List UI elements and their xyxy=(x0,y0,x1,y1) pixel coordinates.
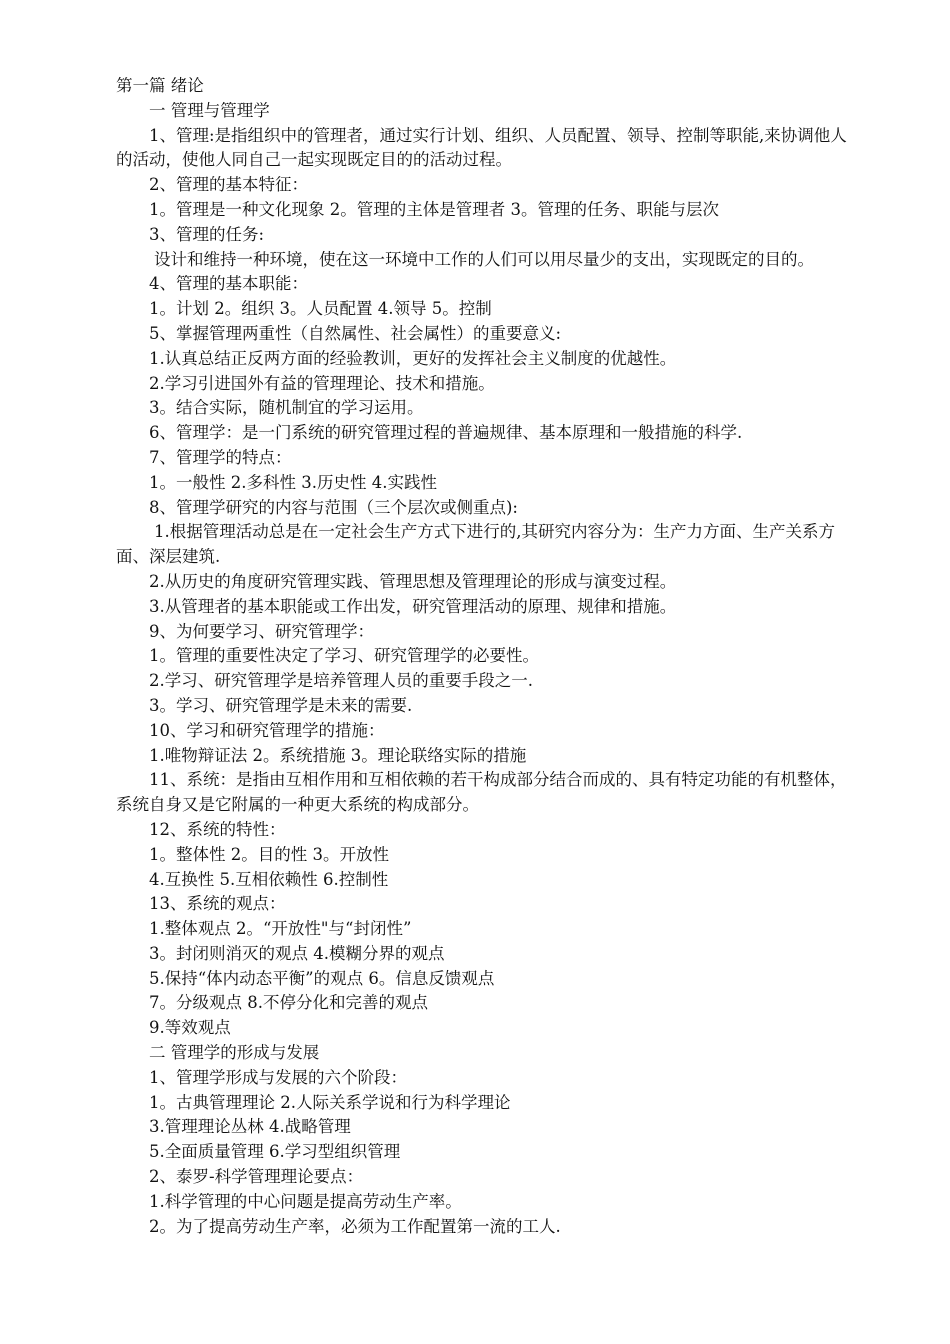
chapter-title: 第一篇 绪论 xyxy=(116,76,204,95)
paragraph: 2、泰罗-科学管理理论要点： xyxy=(149,1167,364,1187)
paragraph: 2、管理的基本特征： xyxy=(149,175,308,195)
paragraph: 1.科学管理的中心问题是提高劳动生产率。 xyxy=(149,1191,462,1211)
paragraph: 13、系统的观点： xyxy=(149,894,286,914)
paragraph: 2.学习引进国外有益的管理理论、技术和措施。 xyxy=(149,373,495,393)
paragraph: 1、管理学形成与发展的六个阶段： xyxy=(149,1067,407,1087)
paragraph: 9、为何要学习、研究管理学： xyxy=(149,621,374,641)
paragraph: 二 管理学的形成与发展 xyxy=(149,1043,320,1063)
paragraph: 1.唯物辩证法 2。系统措施 3。理论联络实际的措施 xyxy=(149,745,527,765)
paragraph: 1。计划 2。组织 3。人员配置 4.领导 5。控制 xyxy=(149,299,492,319)
paragraph: 2。为了提高劳动生产率，必须为工作配置第一流的工人. xyxy=(149,1216,561,1236)
paragraph: 7。分级观点 8.不停分化和完善的观点 xyxy=(149,993,428,1013)
paragraph: 5.全面质量管理 6.学习型组织管理 xyxy=(149,1142,401,1162)
paragraph: 3。学习、研究管理学是未来的需要. xyxy=(149,695,413,715)
document-page xyxy=(116,74,854,1239)
paragraph: 5.保持“体内动态平衡”的观点 6。信息反馈观点 xyxy=(149,968,495,988)
paragraph: 8、管理学研究的内容与范围（三个层次或侧重点): xyxy=(149,497,518,517)
paragraph: 1、管理:是指组织中的管理者，通过实行计划、组织、人员配置、领导、控制等职能,来协调他人的活动，使他人同自己一起实现既定目的的活动过程。 xyxy=(116,125,847,170)
paragraph: 1。整体性 2。目的性 3。开放性 xyxy=(149,844,389,864)
paragraph: 3。封闭则消灭的观点 4.模糊分界的观点 xyxy=(149,943,445,963)
paragraph: 2.学习、研究管理学是培养管理人员的重要手段之一. xyxy=(149,671,533,691)
paragraph: 10、学习和研究管理学的措施： xyxy=(149,720,385,740)
paragraph: 1。一般性 2.多科性 3.历史性 4.实践性 xyxy=(149,472,437,492)
paragraph: 3.从管理者的基本职能或工作出发，研究管理活动的原理、规律和措施。 xyxy=(149,596,677,616)
paragraph: 11、系统：是指由互相作用和互相依赖的若干构成部分结合而成的、具有特定功能的有机整体，系统自身又是它附属的一种更大系统的构成部分。 xyxy=(116,770,847,815)
paragraph: 1。古典管理理论 2.人际关系学说和行为科学理论 xyxy=(149,1092,511,1112)
paragraph: 1.认真总结正反两方面的经验教训，更好的发挥社会主义制度的优越性。 xyxy=(149,348,677,368)
paragraph: 3.管理理论丛林 4.战略管理 xyxy=(149,1117,351,1137)
paragraph: 4、管理的基本职能： xyxy=(149,274,308,294)
paragraph: 7、管理学的特点： xyxy=(149,447,292,467)
paragraph: 1.根据管理活动总是在一定社会生产方式下进行的,其研究内容分为：生产力方面、生产关系方面、深层建筑. xyxy=(116,522,835,567)
paragraph: 一 管理与管理学 xyxy=(149,100,270,120)
paragraph: 1.整体观点 2。“开放性"与“封闭性” xyxy=(149,919,412,939)
paragraph: 9.等效观点 xyxy=(149,1018,231,1038)
paragraph: 5、掌握管理两重性（自然属性、社会属性）的重要意义: xyxy=(149,323,562,343)
paragraph: 3。结合实际，随机制宜的学习运用。 xyxy=(149,398,424,418)
paragraph: 1。管理是一种文化现象 2。管理的主体是管理者 3。管理的任务、职能与层次 xyxy=(149,199,719,219)
paragraph: 设计和维持一种环境，使在这一环境中工作的人们可以用尽量少的支出，实现既定的目的。 xyxy=(154,249,814,269)
paragraph: 6、管理学：是一门系统的研究管理过程的普遍规律、基本原理和一般措施的科学. xyxy=(149,423,743,443)
paragraph: 2.从历史的角度研究管理实践、管理思想及管理理论的形成与演变过程。 xyxy=(149,571,677,591)
paragraph: 4.互换性 5.互相依赖性 6.控制性 xyxy=(149,869,389,889)
paragraph: 12、系统的特性： xyxy=(149,819,286,839)
paragraph: 1。管理的重要性决定了学习、研究管理学的必要性。 xyxy=(149,646,539,666)
paragraph: 3、管理的任务: xyxy=(149,224,265,244)
